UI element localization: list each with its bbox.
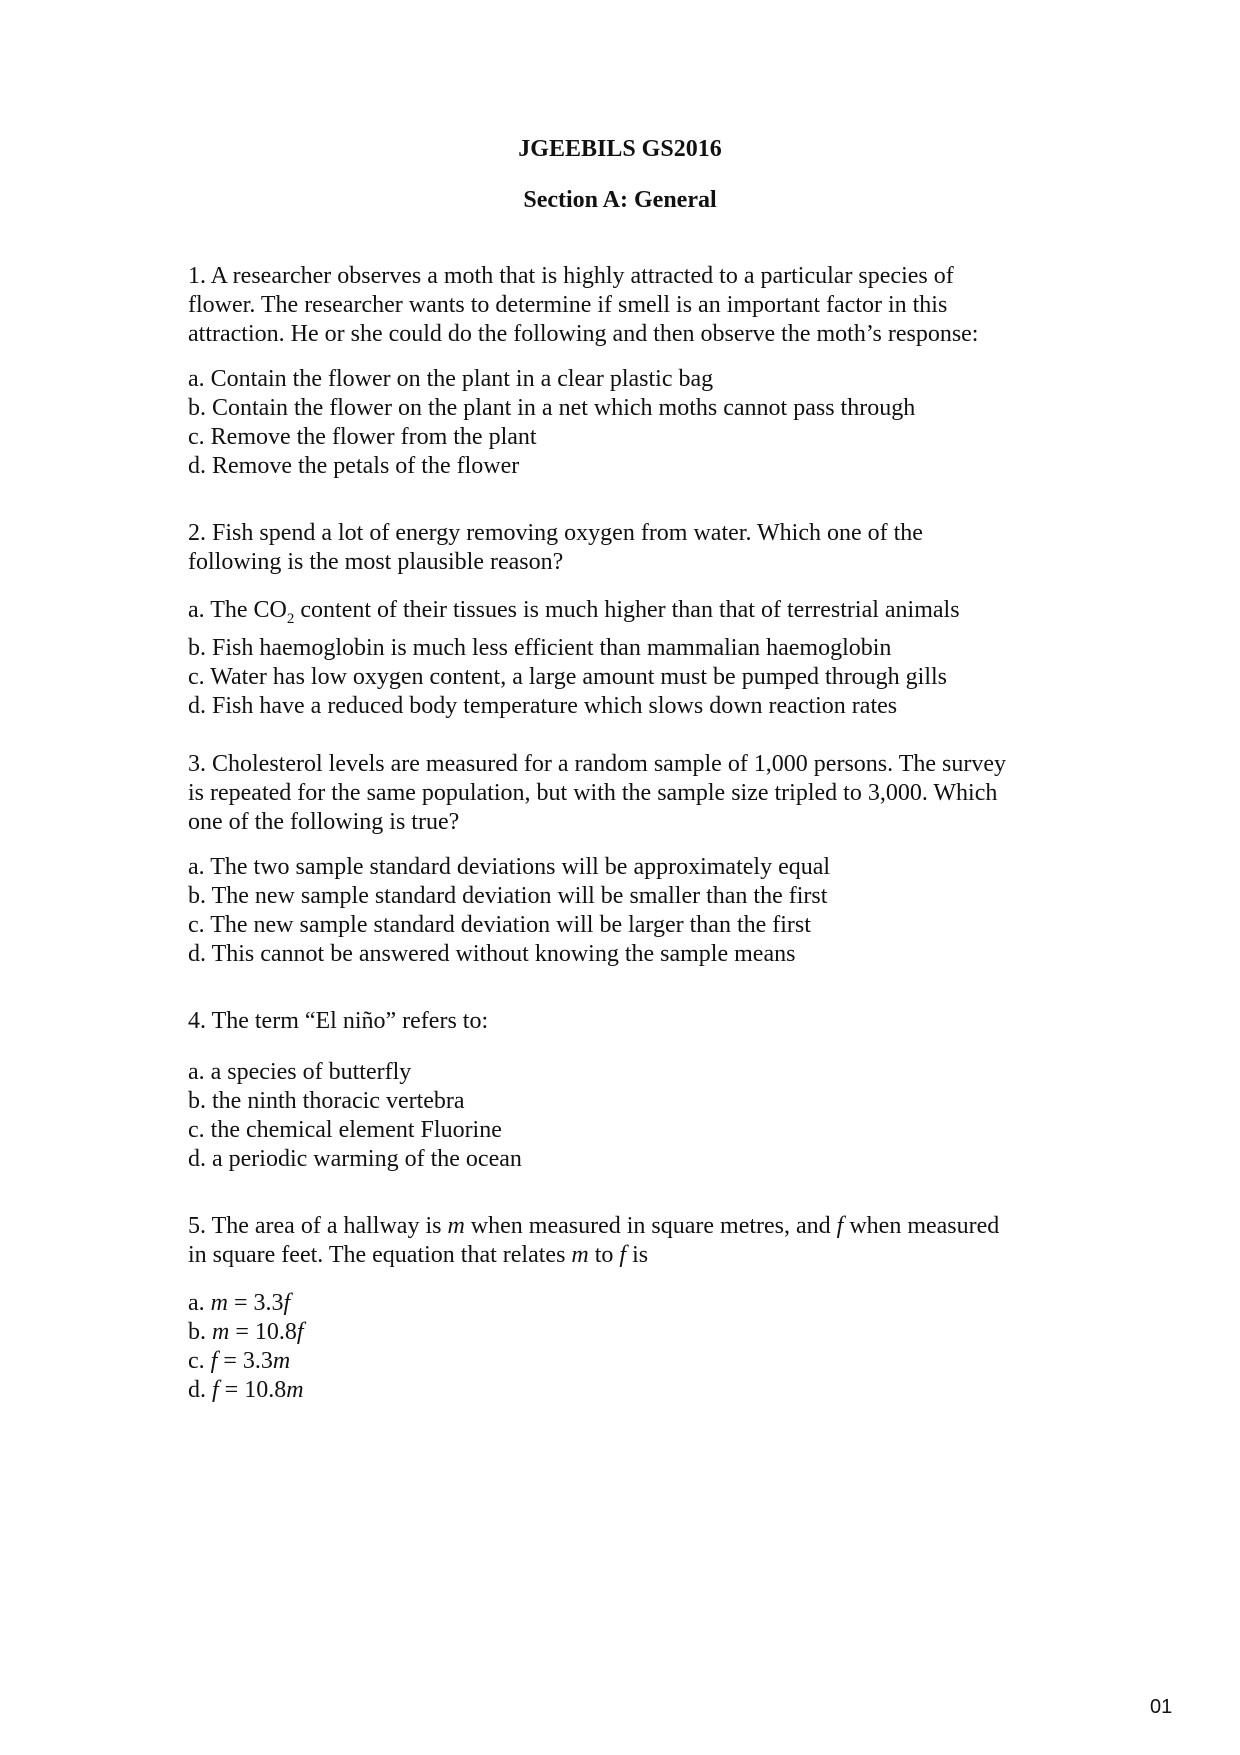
question-line: 2. Fish spend a lot of energy removing oxygen from water. Which one of the [188, 520, 923, 546]
question-5-options [188, 1289, 304, 1405]
question-line: 3. Cholesterol levels are measured for a random sample of 1,000 persons. The survey [188, 751, 1006, 777]
variable: m [571, 1242, 589, 1268]
question-line: one of the following is true? [188, 809, 460, 835]
option-d: d. f = 10.8m [188, 1377, 304, 1403]
question-3-stem [188, 750, 1006, 837]
question-3-options [188, 853, 830, 969]
question-4-options [188, 1058, 522, 1174]
option-c: c. Remove the flower from the plant [188, 424, 537, 450]
option-c: c. The new sample standard deviation will be larger than the first [188, 912, 811, 938]
section-heading: Section A: General [523, 187, 717, 213]
question-line: 1. A researcher observes a moth that is highly attracted to a particular species of [188, 263, 954, 289]
question-line: is repeated for the same population, but with the sample size tripled to 3,000. Which [188, 780, 998, 806]
document-title: JGEEBILS GS2016 [518, 136, 722, 162]
question-line: attraction. He or she could do the following and then observe the moth’s response: [188, 321, 979, 347]
variable: m [447, 1213, 465, 1239]
option-a: a. m = 3.3f [188, 1290, 291, 1316]
question-2-options [188, 596, 960, 721]
variable: f [836, 1213, 844, 1239]
question-line: in square feet. The equation that relates m to f is [188, 1242, 649, 1268]
option-a: a. a species of butterfly [188, 1059, 412, 1085]
option-c: c. Water has low oxygen content, a large amount must be pumped through gills [188, 663, 948, 690]
variable: f [619, 1242, 627, 1268]
question-5-stem [188, 1212, 999, 1270]
subscript: 2 [286, 610, 295, 627]
option-d: d. Remove the petals of the flower [188, 453, 520, 479]
option-b: b. Fish haemoglobin is much less efficient than mammalian haemoglobin [188, 634, 892, 661]
question-line: following is the most plausible reason? [188, 549, 564, 575]
page-number: 01 [1150, 1696, 1173, 1718]
question-1-options [188, 365, 915, 481]
option-a: a. The two sample standard deviations will be approximately equal [188, 854, 831, 880]
question-line: flower. The researcher wants to determine if smell is an important factor in this [188, 292, 948, 318]
question-2-stem [188, 519, 923, 577]
question-1-stem [188, 262, 978, 349]
option-d: d. This cannot be answered without knowing the sample means [188, 941, 796, 967]
option-b: b. The new sample standard deviation will be smaller than the first [188, 883, 828, 909]
option-b: b. Contain the flower on the plant in a net which moths cannot pass through [188, 395, 916, 421]
option-b: b. m = 10.8f [188, 1319, 304, 1345]
question-line: 5. The area of a hallway is m when measured in square metres, and f when measured [188, 1213, 1000, 1239]
question-line: 4. The term “El niño” refers to: [188, 1008, 489, 1034]
option-d: d. Fish have a reduced body temperature which slows down reaction rates [188, 692, 898, 719]
option-d: d. a periodic warming of the ocean [188, 1146, 522, 1172]
option-c: c. f = 3.3m [188, 1348, 291, 1374]
option-a: a. The $CO_2$ content of their tissues is much higher than that of terrestrial animals [188, 597, 960, 627]
question-4-stem [188, 1007, 488, 1036]
option-c: c. the chemical element Fluorine [188, 1117, 502, 1143]
option-a: a. Contain the flower on the plant in a clear plastic bag [188, 366, 714, 392]
option-b: b. the ninth thoracic vertebra [188, 1088, 465, 1114]
